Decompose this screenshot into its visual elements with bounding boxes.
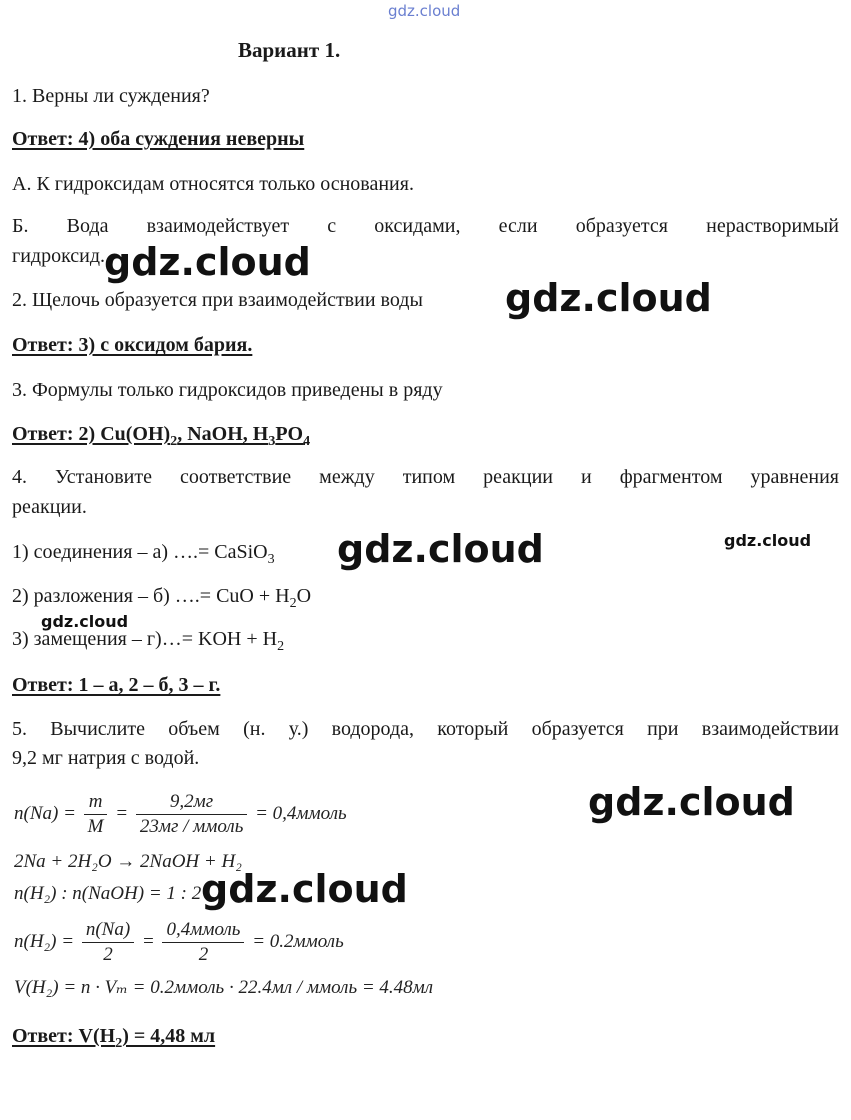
q5-question-line2: 9,2 мг натрия с водой. bbox=[12, 747, 200, 769]
q1-statement-b-line2: гидроксид. bbox=[12, 245, 106, 267]
q1-statement-b-line1: Б. Вода взаимодействует с оксидами, если образуется нерастворимый bbox=[12, 215, 839, 237]
formula-moles-na: n(Na) = $\frac{m}{M}$ = $\frac{9,2мг}{\text{23мг / ммоль}}$ = 0,4ммоль bbox=[14, 791, 347, 837]
q4-item-3: 3) замещения – г)…= KOH + $H_2$ bbox=[12, 628, 285, 654]
watermark: gdz.cloud bbox=[505, 276, 712, 320]
q5-question-line1: 5. Вычислите объем (н. у.) водорода, который образуется при взаимодействии bbox=[12, 718, 839, 740]
formula-reaction: 2Na + 2H₂O → 2NaOH + H₂ bbox=[14, 851, 242, 872]
formula-ratio: n(H₂) : n(NaOH) = 1 : 2 bbox=[14, 883, 202, 904]
watermark-top: gdz.cloud bbox=[388, 2, 461, 20]
q4-item-1: 1) соединения – а) ….= CaSiO$_3$ bbox=[12, 541, 275, 567]
q4-question-line1: 4. Установите соответствие между типом реакции и фрагментом уравнения bbox=[12, 466, 839, 488]
formula-moles-h2: n(H₂) = $\frac{n(Na)}{2}$ = $\frac{\text{0,4ммоль}}{2}$ = 0.2ммоль bbox=[14, 919, 344, 965]
q4-item-2: 2) разложения – б) ….= CuO + $H_2O$ bbox=[12, 585, 312, 611]
q4-answer: Ответ: 1 – а, 2 – б, 3 – г. bbox=[12, 674, 221, 696]
watermark: gdz.cloud bbox=[104, 240, 311, 284]
q1-question: 1. Верны ли суждения? bbox=[12, 85, 210, 107]
q2-answer: Ответ: 3) с оксидом бария. bbox=[12, 334, 253, 356]
q3-answer: Ответ: 2) $Cu(OH)_2$, NaOH, $H_3PO_4$ bbox=[12, 423, 311, 449]
watermark: gdz.cloud bbox=[41, 612, 129, 631]
page-title: Вариант 1. bbox=[238, 38, 341, 62]
watermark: gdz.cloud bbox=[201, 867, 408, 911]
q2-question: 2. Щелочь образуется при взаимодействии воды bbox=[12, 289, 423, 311]
q5-answer: Ответ: $V(H_2) = 4,48$ мл bbox=[12, 1025, 216, 1051]
watermark: gdz.cloud bbox=[724, 531, 812, 550]
watermark: gdz.cloud bbox=[337, 527, 544, 571]
q4-question-line2: реакции. bbox=[12, 496, 87, 518]
q1-statement-a: А. К гидроксидам относятся только основания. bbox=[12, 173, 414, 195]
q3-question: 3. Формулы только гидроксидов приведены в ряду bbox=[12, 379, 443, 401]
q1-answer: Ответ: 4) оба суждения неверны bbox=[12, 128, 305, 150]
formula-volume: V(H₂) = n · Vₘ = 0.2ммоль · 22.4мл / ммоль = 4.48мл bbox=[14, 977, 434, 998]
watermark: gdz.cloud bbox=[588, 780, 795, 824]
